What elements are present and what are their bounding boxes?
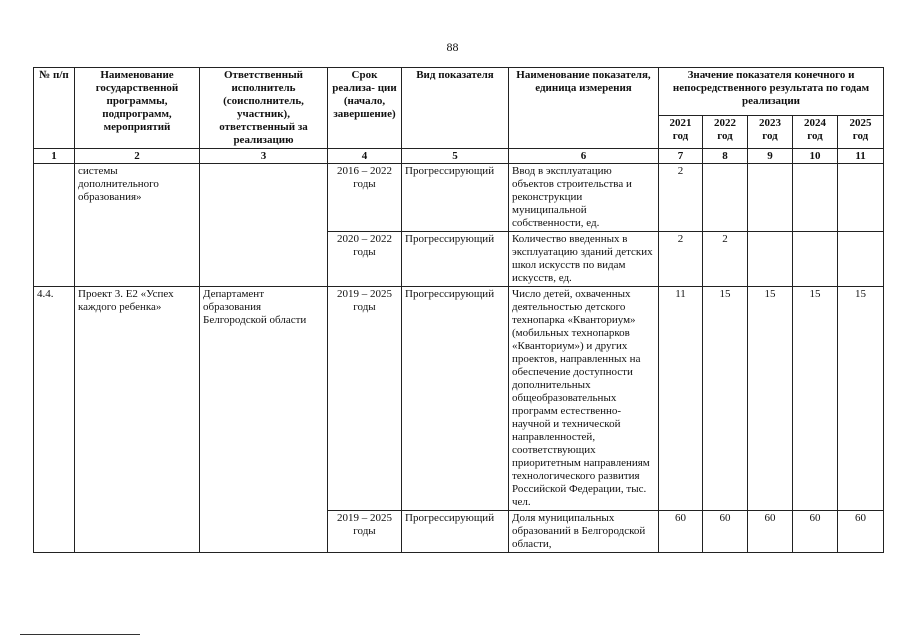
cell-value-2023 [748, 232, 793, 287]
cell-value-2025: 15 [838, 287, 884, 511]
header-year: 2021 год [659, 115, 703, 148]
column-number: 10 [793, 149, 838, 164]
page-number: 88 [446, 40, 459, 54]
cell-no [34, 164, 75, 287]
cell-name: системы дополнительного образования» [75, 164, 200, 287]
indicators-table [33, 67, 884, 553]
header-year: 2025 год [838, 115, 884, 148]
cell-type: Прогрессирующий [402, 287, 509, 511]
cell-value-2024: 15 [793, 287, 838, 511]
header-executor: Ответственный исполнитель (соисполнитель, участник), ответственный за реализацию [200, 68, 328, 149]
cell-value-2023 [748, 164, 793, 232]
cell-type: Прогрессирующий [402, 511, 509, 553]
column-number: 7 [659, 149, 703, 164]
cell-indicator: Ввод в эксплуатацию объектов строительства и реконструкции муниципальной собственности, ед. [509, 164, 659, 232]
column-number: 2 [75, 149, 200, 164]
cell-value-2025 [838, 164, 884, 232]
cell-value-2025: 60 [838, 511, 884, 553]
cell-value-2022: 2 [703, 232, 748, 287]
header-year: 2022 год [703, 115, 748, 148]
column-number: 8 [703, 149, 748, 164]
cell-value-2021: 2 [659, 164, 703, 232]
header-name: Наименование государственной программы, подпрограмм, мероприятий [75, 68, 200, 149]
column-number: 5 [402, 149, 509, 164]
column-number: 9 [748, 149, 793, 164]
cell-value-2021: 2 [659, 232, 703, 287]
header-indicator: Наименование показателя, единица измерения [509, 68, 659, 149]
header-no: № п/п [34, 68, 75, 149]
cell-value-2024: 60 [793, 511, 838, 553]
cell-executor: Департамент образования Белгородской области [200, 287, 328, 553]
header-year: 2023 год [748, 115, 793, 148]
cell-indicator: Число детей, охваченных деятельностью детского технопарка «Кванториум» (мобильных технопарков «Кванториум») и других проектов, направленных на обеспечение доступности дополнительных общеобразовательных программ естественно-научной и технической направленностей, соответствующих приоритетным направлениям технологического развития Российской Федерации, тыс. чел. [509, 287, 659, 511]
column-number: 11 [838, 149, 884, 164]
cell-indicator: Количество введенных в эксплуатацию зданий детских школ искусств по видам искусств, ед. [509, 232, 659, 287]
column-number: 6 [509, 149, 659, 164]
column-number: 1 [34, 149, 75, 164]
cell-name: Проект 3. Е2 «Успех каждого ребенка» [75, 287, 200, 553]
cell-executor [200, 164, 328, 287]
cell-value-2022: 15 [703, 287, 748, 511]
header-type: Вид показателя [402, 68, 509, 149]
cell-period: 2019 – 2025 годы [328, 511, 402, 553]
cell-value-2022: 60 [703, 511, 748, 553]
header-row [34, 68, 884, 116]
column-number: 4 [328, 149, 402, 164]
cell-value-2025 [838, 232, 884, 287]
cell-no: 4.4. [34, 287, 75, 553]
page-edge-line [20, 634, 140, 635]
table-row [34, 287, 884, 511]
cell-period: 2019 – 2025 годы [328, 287, 402, 511]
cell-type: Прогрессирующий [402, 232, 509, 287]
column-number: 3 [200, 149, 328, 164]
cell-value-2023: 15 [748, 287, 793, 511]
cell-value-2023: 60 [748, 511, 793, 553]
cell-value-2024 [793, 232, 838, 287]
cell-value-2021: 11 [659, 287, 703, 511]
cell-value-2022 [703, 164, 748, 232]
header-year: 2024 год [793, 115, 838, 148]
cell-type: Прогрессирующий [402, 164, 509, 232]
table-row [34, 164, 884, 232]
cell-value-2024 [793, 164, 838, 232]
header-period: Срок реализа- ции (начало, завершение) [328, 68, 402, 149]
cell-period: 2016 – 2022 годы [328, 164, 402, 232]
header-values-group: Значение показателя конечного и непосредственного результата по годам реализации [659, 68, 884, 116]
cell-period: 2020 – 2022 годы [328, 232, 402, 287]
column-number-row [34, 149, 884, 164]
cell-value-2021: 60 [659, 511, 703, 553]
cell-indicator: Доля муниципальных образований в Белгородской области, [509, 511, 659, 553]
